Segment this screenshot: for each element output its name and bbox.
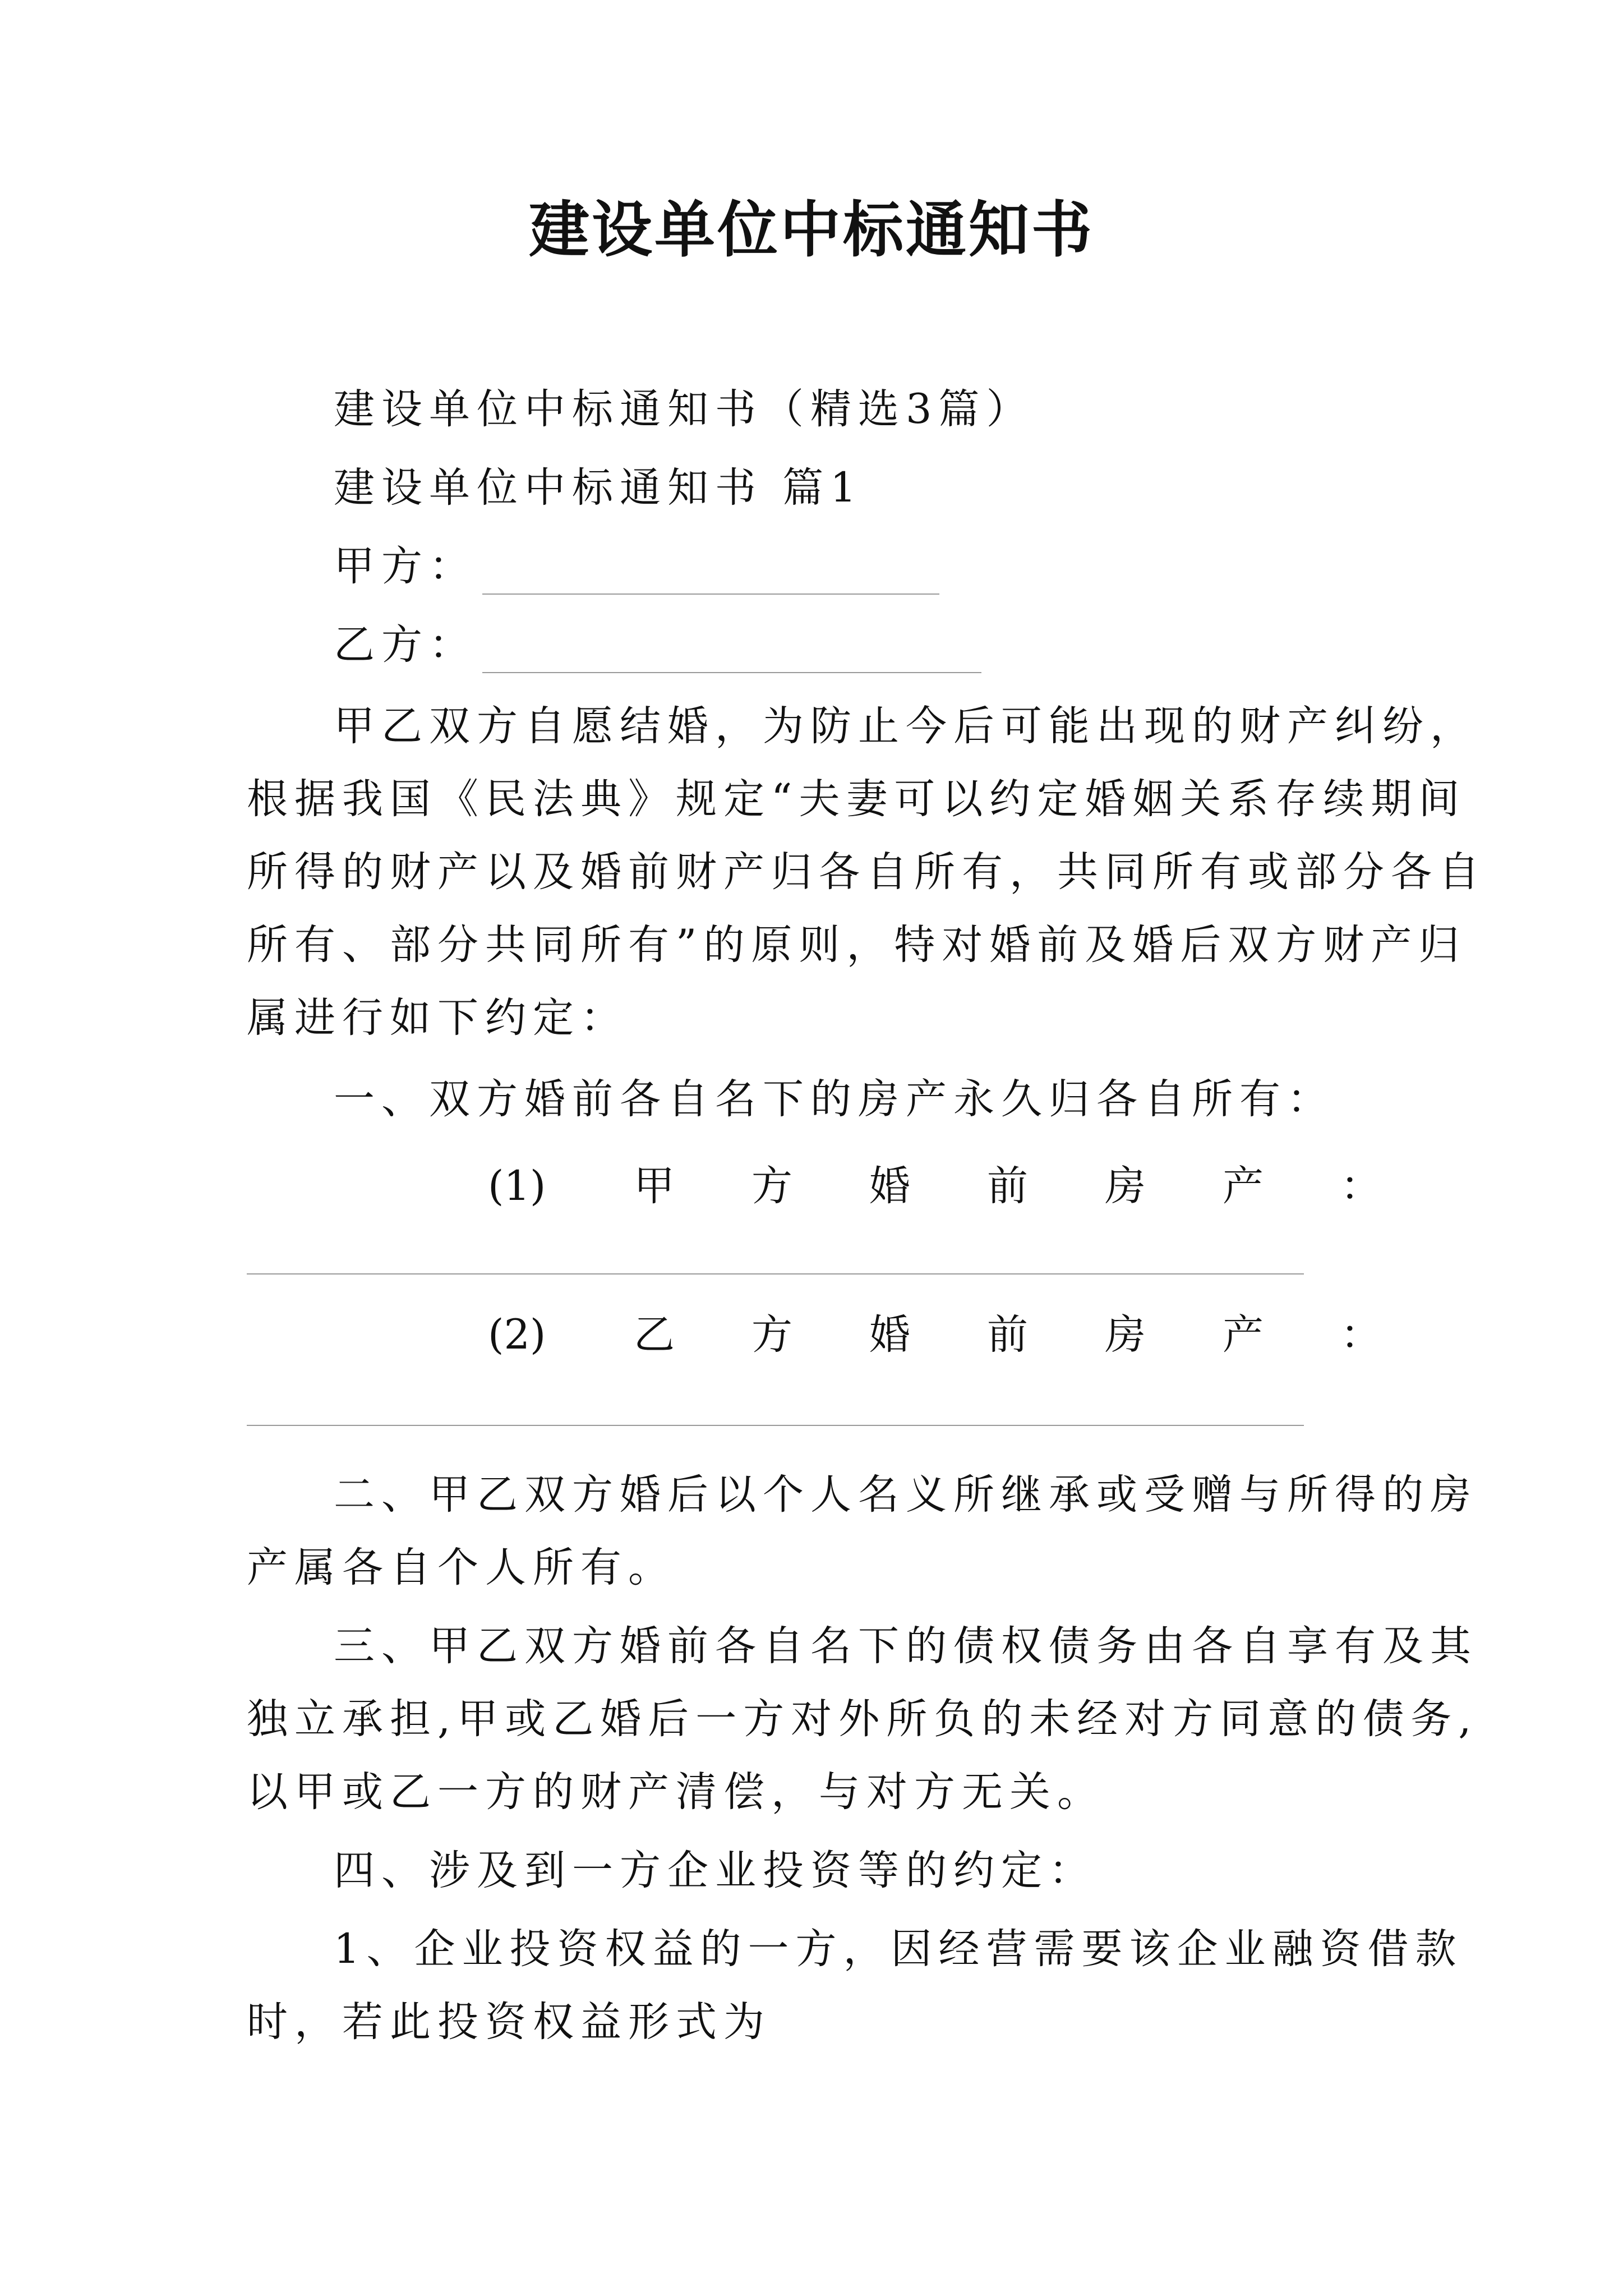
party-b-row	[247, 617, 1380, 673]
item-2-char: 产	[1223, 1311, 1264, 1359]
item-1-char: 产	[1223, 1162, 1264, 1210]
clause-3-line: 三、甲乙双方婚前各自名下的债权债务由各自享有及其	[334, 1622, 1478, 1670]
intro-line: 所得的财产以及婚前财产归各自所有，共同所有或部分各自	[247, 848, 1486, 896]
clause-3-line: 以甲或乙一方的财产清偿，与对方无关。	[247, 1768, 1105, 1816]
clause-2-line: 产属各自个人所有。	[247, 1544, 676, 1591]
item-2-num: (2)	[488, 1311, 546, 1359]
item-2-blank-line	[247, 1425, 1304, 1426]
party-a-blank	[482, 554, 939, 595]
party-b-blank	[482, 633, 981, 673]
intro-line: 根据我国《民法典》规定“夫妻可以约定婚姻关系存续期间	[247, 775, 1467, 823]
intro-line: 所有、部分共同所有”的原则，特对婚前及婚后双方财产归	[247, 921, 1467, 969]
item-2-char: 婚	[869, 1311, 910, 1359]
clause-1: 一、双方婚前各自名下的房产永久归各自所有：	[334, 1075, 1335, 1123]
clause-2-line: 二、甲乙双方婚后以个人名义所继承或受赠与所得的房	[334, 1471, 1478, 1519]
item-2-char: ：	[1340, 1311, 1381, 1359]
item-2-char: 前	[987, 1311, 1028, 1359]
party-a-label: 甲方：	[334, 542, 477, 590]
clause-4-1-line: 1、企业投资权益的一方，因经营需要该企业融资借款	[334, 1925, 1463, 1973]
party-b-label: 乙方：	[334, 621, 477, 669]
item-1-char: 甲	[634, 1162, 675, 1210]
part-heading: 建设单位中标通知书 篇1	[334, 464, 863, 512]
item-1-char: 前	[987, 1162, 1028, 1210]
item-1-num: (1)	[488, 1162, 546, 1210]
item-1-blank-line	[247, 1273, 1304, 1274]
item-2-char: 房	[1105, 1311, 1146, 1359]
item-2-char: 方	[751, 1311, 792, 1359]
intro-line: 属进行如下约定：	[247, 994, 628, 1042]
item-1-char: 方	[751, 1162, 792, 1210]
item-2-char: 乙	[634, 1311, 675, 1359]
subtitle: 建设单位中标通知书（精选3篇）	[334, 385, 1034, 433]
clause-3-line: 独立承担,甲或乙婚后一方对外所负的未经对方同意的债务,	[247, 1695, 1478, 1743]
clause-4-1-line: 时，若此投资权益形式为	[247, 1998, 771, 2046]
item-1-char: 婚	[869, 1162, 910, 1210]
document-title: 建设单位中标通知书	[528, 195, 1094, 265]
party-a-row	[247, 539, 1380, 595]
intro-line: 甲乙双方自愿结婚，为防止今后可能出现的财产纠纷，	[334, 702, 1478, 750]
item-1-char: ：	[1340, 1162, 1381, 1210]
clause-4: 四、涉及到一方企业投资等的约定：	[334, 1847, 1096, 1894]
item-1-char: 房	[1105, 1162, 1146, 1210]
